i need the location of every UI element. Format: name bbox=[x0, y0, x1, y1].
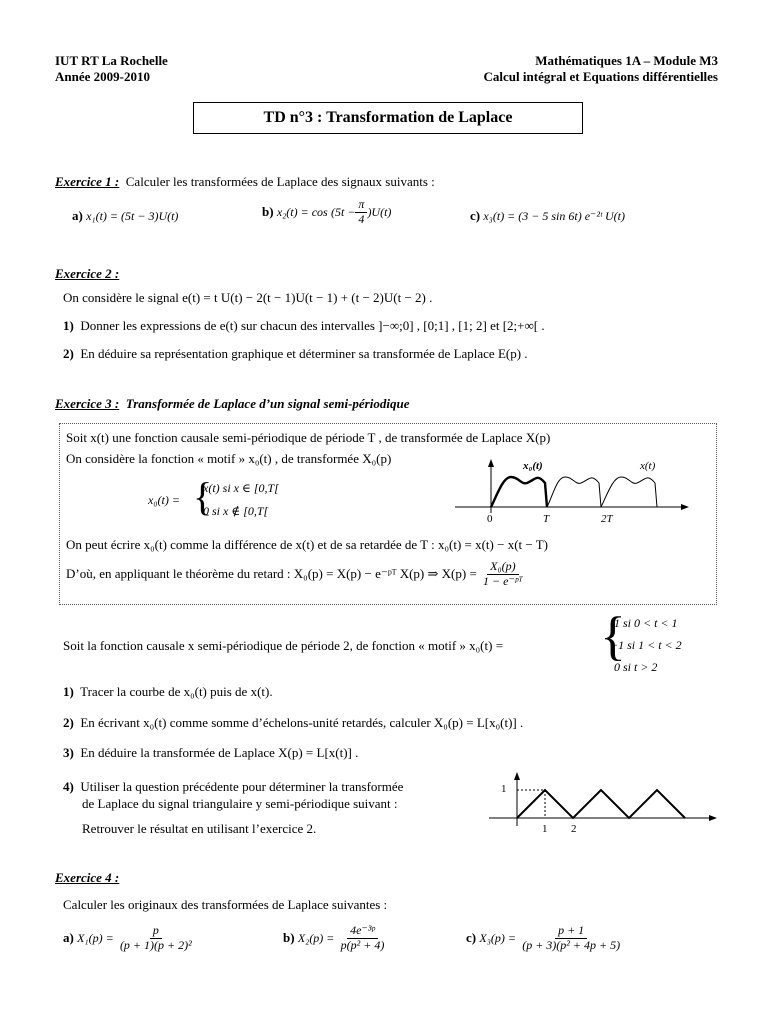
graph-tick-0: 0 bbox=[487, 513, 493, 525]
tri-tick-1: 1 bbox=[542, 823, 548, 835]
motif-case-2: −1 si 1 < t < 2 bbox=[610, 638, 682, 652]
box-frac-num: X₀(p) bbox=[487, 560, 519, 575]
ex4-a-fraction bbox=[117, 924, 195, 953]
ex4-a-lhs: X₁(p) = bbox=[77, 930, 114, 945]
ex3-q4-line-2: de Laplace du signal triangulaire y semi-périodique suivant : bbox=[82, 796, 398, 811]
box-line-4-text: D’où, en appliquant le théorème du retard : X₀(p) = X(p) − e⁻ᵖᵀ X(p) ⇒ X(p) = bbox=[66, 566, 477, 582]
exercise-1-text: Calculer les transformées de Laplace des signaux suivants : bbox=[125, 174, 435, 189]
graph-tick-T: T bbox=[543, 513, 550, 525]
ex3-q1-text: Tracer la courbe de x₀(t) puis de x(t). bbox=[80, 684, 273, 699]
ex3-q4-line-1: Utiliser la question précédente pour déterminer la transformée bbox=[80, 779, 404, 794]
ex1-a-label: a) bbox=[72, 208, 83, 223]
ex4-c-fraction bbox=[519, 924, 623, 953]
box-line-4 bbox=[66, 560, 526, 589]
semi-periodic-graph bbox=[445, 455, 695, 530]
ex1-b-fraction bbox=[355, 198, 367, 227]
box-line-1: Soit x(t) une fonction causale semi-périodique de période T , de transformée de Laplace X(p) bbox=[66, 430, 551, 445]
exercise-1-heading bbox=[55, 174, 435, 190]
ex1-item-a bbox=[72, 208, 178, 224]
brace-icon: { bbox=[600, 606, 626, 666]
ex1-c-formula: x₃(t) = (3 − 5 sin 6t) e⁻²ᵗ U(t) bbox=[483, 209, 625, 223]
ex3-question-2 bbox=[63, 715, 523, 731]
ex3-q2-text: En écrivant x₀(t) comme somme d’échelons-unité retardés, calculer X₀(p) = L[x₀(t)] . bbox=[80, 715, 524, 730]
ex4-text: Calculer les originaux des transformées de Laplace suivantes : bbox=[63, 897, 388, 912]
ex4-b-label: b) bbox=[283, 930, 295, 946]
motif-definition-case-2: 0 si x ∉ [0,T[ bbox=[203, 504, 269, 518]
exercise-1-label: Exercice 1 : bbox=[55, 174, 120, 189]
ex1-item-b bbox=[262, 198, 391, 227]
ex3-q4-num: 4) bbox=[63, 779, 74, 794]
ex4-c-lhs: X₃(p) = bbox=[479, 930, 516, 945]
ex1-b-left: (5t − bbox=[330, 204, 356, 219]
triangular-signal-graph bbox=[485, 768, 720, 832]
ex1-b-label: b) bbox=[262, 204, 274, 220]
box-line-4-fraction bbox=[480, 560, 526, 589]
ex1-a-formula: x₁(t) = (5t − 3)U(t) bbox=[86, 209, 179, 223]
tri-tick-2: 2 bbox=[571, 823, 577, 835]
ex4-item-c bbox=[466, 924, 623, 953]
motif-case-1: 1 si 0 < t < 1 bbox=[614, 616, 678, 630]
ex4-a-den: (p + 1)(p + 2)² bbox=[119, 937, 192, 952]
graph-label-x0: x₀(t) bbox=[523, 460, 543, 472]
ex4-a-num: p bbox=[150, 924, 162, 939]
ex3-question-1 bbox=[63, 684, 273, 700]
ex3-q1-num: 1) bbox=[63, 684, 74, 699]
ex3-q2-num: 2) bbox=[63, 715, 74, 730]
ex1-b-num: π bbox=[355, 198, 367, 213]
ex4-item-a bbox=[63, 924, 195, 953]
box-line-3: On peut écrire x₀(t) comme la différence de x(t) et de sa retardée de T : x₀(t) = x(t) − x(t − T) bbox=[66, 537, 549, 552]
ex3-q4-line-3: Retrouver le résultat en utilisant l’exercice 2. bbox=[82, 821, 317, 836]
header-institution: IUT RT La Rochelle bbox=[55, 53, 168, 68]
ex1-b-right: )U(t) bbox=[367, 204, 392, 219]
ex1-b-den: 4 bbox=[358, 211, 365, 226]
header-course: Mathématiques 1A – Module M3 bbox=[535, 53, 718, 68]
ex2-q2-num: 2) bbox=[63, 346, 74, 361]
brace-icon: { bbox=[193, 474, 213, 519]
graph-tick-2T: 2T bbox=[601, 513, 613, 525]
ex2-question-2 bbox=[63, 346, 528, 362]
ex3-question-4 bbox=[63, 779, 403, 795]
ex4-c-num: p + 1 bbox=[555, 924, 587, 939]
header-year: Année 2009-2010 bbox=[55, 69, 150, 84]
box-line-2: On considère la fonction « motif » x₀(t) , de transformée X₀(p) bbox=[66, 451, 392, 466]
motif-case-3: 0 si t > 2 bbox=[614, 660, 658, 674]
ex1-c-label: c) bbox=[470, 208, 481, 223]
exercise-3-subtitle: Transformée de Laplace d’un signal semi-périodique bbox=[125, 396, 410, 411]
ex4-b-lhs: X₂(p) = bbox=[297, 930, 335, 945]
ex4-a-label: a) bbox=[63, 930, 74, 946]
ex2-q2-text: En déduire sa représentation graphique et déterminer sa transformée de Laplace E(p) . bbox=[80, 346, 528, 361]
motif-text: Soit la fonction causale x semi-périodique de période 2, de fonction « motif » x₀(t) = bbox=[63, 638, 504, 653]
graph-label-x: x(t) bbox=[640, 460, 656, 472]
ex4-b-num: 4e⁻³ᵖ bbox=[347, 924, 378, 939]
header-subject: Calcul intégral et Equations différentielles bbox=[483, 69, 718, 84]
ex2-question-1 bbox=[63, 318, 545, 334]
exercise-4-label: Exercice 4 : bbox=[55, 870, 120, 885]
ex4-item-b bbox=[283, 924, 387, 953]
exercise-3-label: Exercice 3 : bbox=[55, 396, 120, 411]
ex4-c-den: (p + 3)(p² + 4p + 5) bbox=[522, 937, 621, 952]
ex2-intro: On considère le signal e(t) = t U(t) − 2(t − 1)U(t − 1) + (t − 2)U(t − 2) . bbox=[63, 290, 433, 305]
page-title: TD n°3 : Transformation de Laplace bbox=[193, 102, 583, 134]
motif-definition-case-1: x(t) si x ∈ [0,T[ bbox=[203, 481, 279, 495]
ex2-q1-text: Donner les expressions de e(t) sur chacun des intervalles ]−∞;0] , [0;1] , [1; 2] et [2;+∞[ . bbox=[80, 318, 545, 333]
tri-label-y1: 1 bbox=[501, 783, 507, 795]
exercise-3-heading bbox=[55, 396, 409, 412]
ex3-question-3 bbox=[63, 745, 358, 761]
motif-definition-lhs: x₀(t) = bbox=[148, 493, 180, 507]
ex1-b-pre: x₂(t) = cos bbox=[276, 204, 328, 219]
ex4-b-den: p(p² + 4) bbox=[340, 937, 385, 952]
ex2-q1-num: 1) bbox=[63, 318, 74, 333]
ex4-b-fraction bbox=[338, 924, 388, 953]
ex3-q3-text: En déduire la transformée de Laplace X(p) = L[x(t)] . bbox=[80, 745, 359, 760]
box-frac-den: 1 − e⁻ᵖᵀ bbox=[483, 573, 523, 588]
exercise-2-label: Exercice 2 : bbox=[55, 266, 120, 281]
ex3-q3-num: 3) bbox=[63, 745, 74, 760]
ex4-c-label: c) bbox=[466, 930, 477, 946]
ex1-item-c bbox=[470, 208, 625, 224]
